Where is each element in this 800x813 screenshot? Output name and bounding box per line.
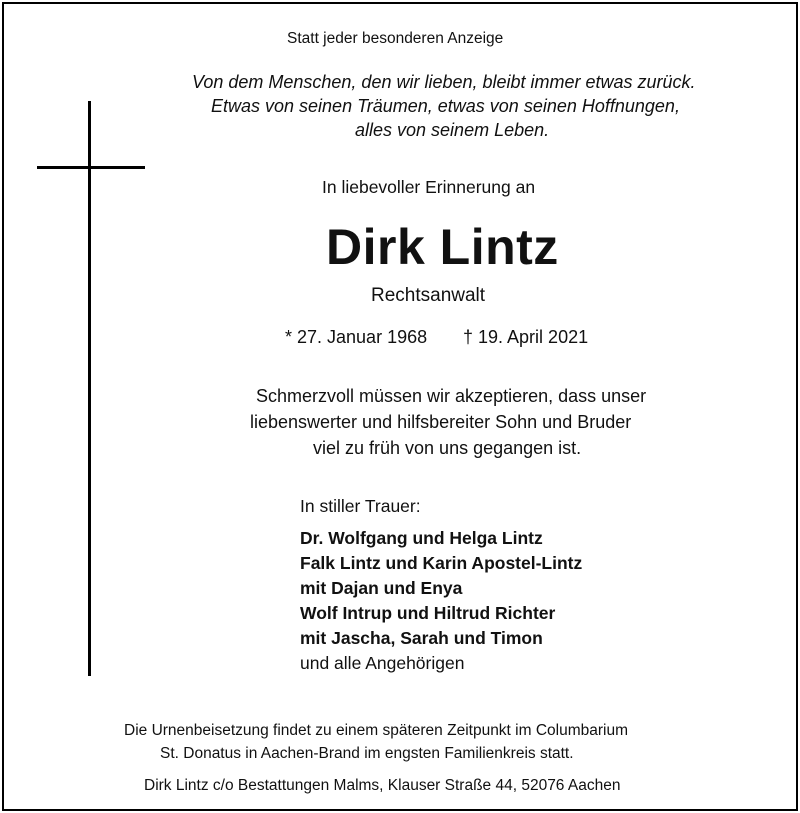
contact-address: Dirk Lintz c/o Bestattungen Malms, Klauser Straße 44, 52076 Aachen [144,777,621,794]
profession: Rechtsanwalt [371,285,486,306]
motto-line: Etwas von seinen Träumen, etwas von seinen Hoffnungen, [211,96,680,116]
message-line: viel zu früh von uns gegangen ist. [313,438,582,458]
intro-text: In liebevoller Erinnerung an [322,177,536,197]
mourner-line: Dr. Wolfgang und Helga Lintz [300,528,543,548]
funeral-info-line: Die Urnenbeisetzung findet zu einem späteren Zeitpunkt im Columbarium [124,722,628,739]
motto-line: Von dem Menschen, den wir lieben, bleibt immer etwas zurück. [192,72,696,92]
mourner-line: mit Jascha, Sarah und Timon [300,628,543,648]
cross-icon-bar [37,166,145,169]
death-date: † 19. April 2021 [463,327,589,347]
deceased-name: Dirk Lintz [326,219,559,275]
notice-header: Statt jeder besonderen Anzeige [287,30,504,47]
message-line: Schmerzvoll müssen wir akzeptieren, dass unser [256,386,647,406]
mourner-line: Falk Lintz und Karin Apostel-Lintz [300,553,583,573]
birth-date: * 27. Januar 1968 [285,327,428,347]
cross-icon [88,101,91,676]
motto-line: alles von seinem Leben. [355,120,550,140]
mourner-line: Wolf Intrup und Hiltrud Richter [300,603,556,623]
message-line: liebenswerter und hilfsbereiter Sohn und Bruder [250,412,632,432]
relatives-line: und alle Angehörigen [300,653,465,673]
funeral-info-line: St. Donatus in Aachen-Brand im engsten Familienkreis statt. [160,745,574,762]
mourning-intro: In stiller Trauer: [300,496,421,516]
mourner-line: mit Dajan und Enya [300,578,463,598]
